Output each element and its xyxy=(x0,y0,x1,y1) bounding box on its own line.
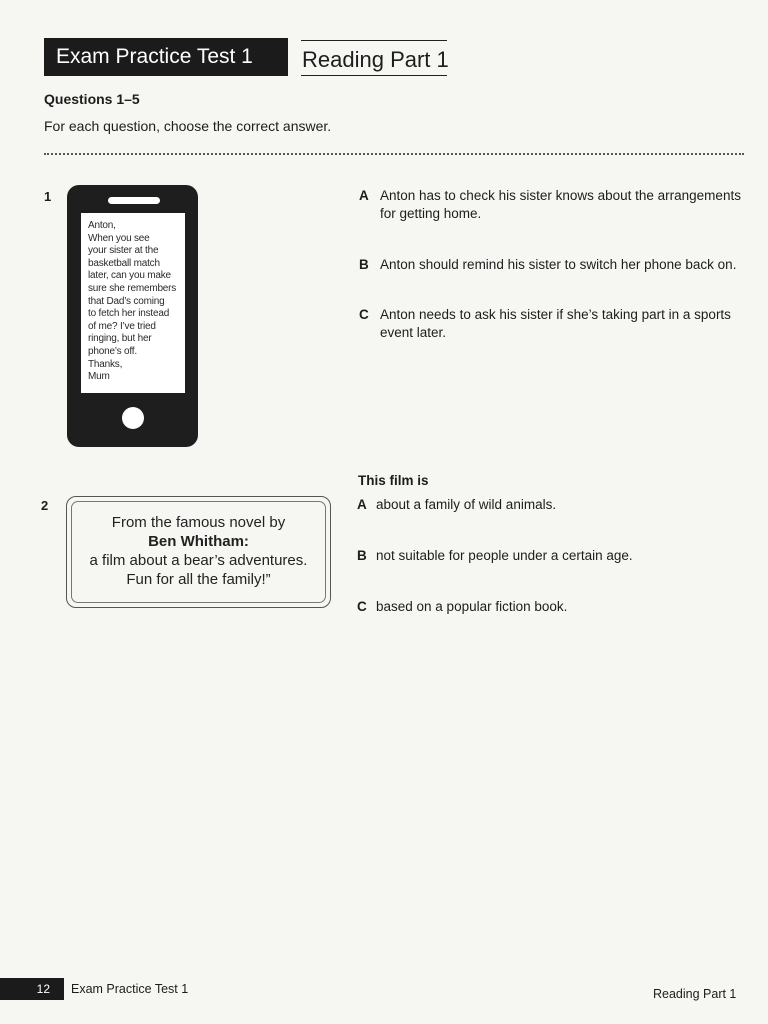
message-line: to fetch her instead xyxy=(88,308,170,320)
q2-option-c[interactable] xyxy=(357,598,747,616)
instruction-text: For each question, choose the correct answer. xyxy=(44,118,332,134)
message-line: ringing, but her xyxy=(88,333,152,345)
option-text: not suitable for people under a certain age. xyxy=(376,548,633,563)
message-line: phone’s off. xyxy=(88,345,137,357)
message-line: basketball match xyxy=(88,257,160,269)
message-line: of me? I’ve tried xyxy=(88,320,156,332)
q1-option-a[interactable] xyxy=(359,187,749,223)
option-letter: A xyxy=(359,188,369,203)
q1-option-c[interactable] xyxy=(359,306,749,342)
option-text: Anton needs to ask his sister if she’s taking part in a sports event later. xyxy=(380,307,731,340)
page-number: 12 xyxy=(0,978,64,1000)
q2-stem: This film is xyxy=(358,473,429,488)
poster-line: Fun for all the family!” xyxy=(126,571,271,588)
message-line: your sister at the xyxy=(88,245,159,257)
option-letter: A xyxy=(357,497,367,512)
option-text: based on a popular fiction book. xyxy=(376,599,568,614)
phone-illustration xyxy=(67,185,198,447)
question-number-1: 1 xyxy=(44,189,52,204)
message-line: When you see xyxy=(88,232,150,244)
option-letter: B xyxy=(359,257,369,272)
q2-option-b[interactable] xyxy=(357,547,747,565)
message-line: later, can you make xyxy=(88,270,171,282)
footer-part-label: Reading Part 1 xyxy=(653,987,737,1001)
questions-heading: Questions 1–5 xyxy=(44,91,140,107)
q2-option-a[interactable] xyxy=(357,496,747,514)
q1-option-b[interactable] xyxy=(359,256,749,274)
dotted-divider xyxy=(44,153,744,155)
poster-line: a film about a bear’s adventures. xyxy=(89,552,308,569)
option-letter: B xyxy=(357,548,367,563)
poster-text xyxy=(67,513,330,589)
option-text: Anton should remind his sister to switch her phone back on. xyxy=(380,257,737,272)
option-text: Anton has to check his sister knows about the arrangements for getting home. xyxy=(380,188,741,221)
poster-author: Ben Whitham: xyxy=(148,533,249,550)
phone-home-button-icon xyxy=(122,407,144,429)
message-line: Anton, xyxy=(88,220,116,231)
option-letter: C xyxy=(357,599,367,614)
phone-speaker-icon xyxy=(108,197,160,204)
film-poster xyxy=(66,496,331,608)
phone-message-screen xyxy=(81,213,185,393)
footer-test-label: Exam Practice Test 1 xyxy=(71,982,189,996)
message-line: sure she remembers xyxy=(88,282,177,294)
message-line: that Dad’s coming xyxy=(88,295,165,307)
option-text: about a family of wild animals. xyxy=(376,497,557,512)
question-number-2: 2 xyxy=(41,498,49,513)
message-line: Mum xyxy=(88,371,110,383)
exam-title: Exam Practice Test 1 xyxy=(44,38,288,76)
option-letter: C xyxy=(359,307,369,322)
message-line: Thanks, xyxy=(88,358,123,370)
part-title: Reading Part 1 xyxy=(301,40,447,76)
poster-line: From the famous novel by xyxy=(111,514,286,531)
